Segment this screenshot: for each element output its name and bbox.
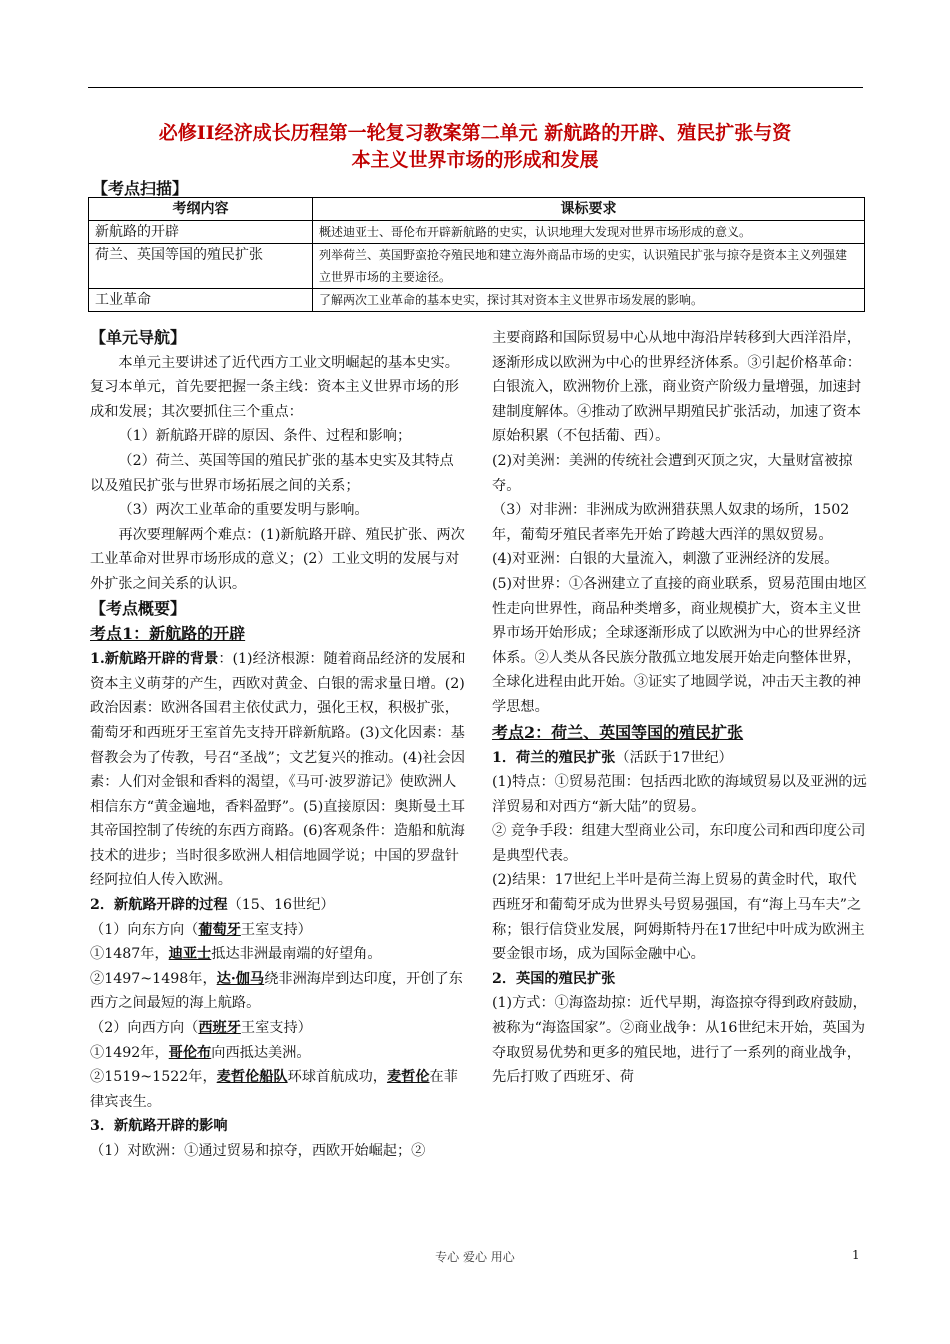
impact-europe-cont: 主要商路和国际贸易中心从地中海沿岸转移到大西洋沿岸，逐渐形成以欧洲为中心的世界经济体系。③引起价格革命：白银流入，欧洲物价上涨，商业资产阶级力量增强，加速封建制度解体。④推动了欧洲早期殖民扩张活动，加速了资本原始积累（不包括葡、西）。 — [492, 330, 861, 445]
east-country: 葡萄牙 — [198, 921, 241, 938]
table-header-requirement: 课标要求 — [313, 198, 865, 221]
event-text: 绕非洲海岸到达印度，开创了东西方之间最短的海上航路。 — [90, 970, 463, 1012]
process-heading — [90, 893, 466, 918]
england-methods: (1)方式：①海盗劫掠：近代早期，海盗掠夺得到政府鼓励，被称为“海盗国家”。②商业战争：从16世纪末开始，英国为夺取贸易优势和更多的殖民地，进行了一系列的商业战争，先后打败了西班牙、荷 — [492, 995, 867, 1086]
west-label: （2）向西方向（ — [90, 1020, 199, 1037]
netherlands-period: （活跃于17世纪） — [615, 749, 733, 766]
east-direction — [90, 918, 466, 943]
impact-world: (5)对世界：①各洲建立了直接的商业联系，贸易范围由地区性走向世界性，商品种类增多，商业规模扩大，资本主义世界市场开始形成；全球逐渐形成了以欧洲为中心的世界经济体系。②人类从各民族分散孤立地发展开始走向整体世界，全球化进程由此开始。③证实了地圆学说，冲击天主教的神学思想。 — [492, 575, 867, 715]
table-header-topic: 考纲内容 — [89, 198, 313, 221]
east-tail: 王室支持） — [240, 921, 312, 938]
event-date: ①1492年， — [90, 1044, 169, 1061]
event-keyword: 麦哲伦船队 — [216, 1069, 288, 1086]
table-cell-requirement: 了解两次工业革命的基本史实，探讨其对资本主义世界市场发展的影响。 — [313, 289, 865, 312]
table-row — [89, 221, 865, 244]
netherlands-result: (2)结果：17世纪上半叶是荷兰海上贸易的黄金时代，取代西班牙和葡萄牙成为世界头号贸易强国，有“海上马车夫”之称；银行信贷业发展，阿姆斯特丹在17世纪中叶成为欧洲主要金银市场，成为国际金融中心。 — [492, 872, 865, 963]
title-line-2: 本主义世界市场的形成和发展 — [351, 149, 599, 171]
impact-america: (2)对美洲：美洲的传统社会遭到灭顶之灾，大量财富被掠夺。 — [492, 452, 853, 494]
event-keyword: 哥伦布 — [168, 1044, 212, 1061]
overview-heading: 【考点概要】 — [90, 598, 187, 618]
process-label: 2．新航路开辟的过程 — [90, 897, 228, 914]
netherlands-label: 1．荷兰的殖民扩张 — [492, 749, 616, 766]
netherlands-feature: (1)特点：①贸易范围：包括西北欧的海域贸易以及亚洲的远洋贸易和对西方“新大陆”的贸易。 — [492, 774, 867, 815]
table-cell-requirement: 列举荷兰、英国野蛮抢夺殖民地和建立海外商品市场的史实，认识殖民扩张与掠夺是资本主义列强建立世界市场的主要途径。 — [313, 244, 865, 289]
event-keyword: 迪亚士 — [168, 946, 212, 963]
table-cell-topic: 新航路的开辟 — [89, 221, 313, 244]
process-period: （15、16世纪） — [227, 897, 335, 914]
west-direction — [90, 1016, 466, 1041]
england-heading: 2．英国的殖民扩张 — [492, 970, 616, 987]
east-event-2 — [90, 967, 466, 1016]
west-country: 西班牙 — [198, 1020, 241, 1037]
key-point-1-heading: 考点1：新航路的开辟 — [90, 624, 246, 644]
event-date: ②1497~1498年， — [90, 970, 217, 987]
header-rule — [88, 87, 863, 88]
east-event-1 — [90, 942, 466, 967]
requirements-table — [88, 197, 865, 312]
event-keyword: 麦哲伦 — [386, 1069, 430, 1086]
table-cell-requirement: 概述迪亚士、哥伦布开辟新航路的史实，认识地理大发现对世界市场形成的意义。 — [313, 221, 865, 244]
document-title — [60, 120, 890, 174]
netherlands-heading — [492, 746, 868, 771]
west-tail: 王室支持） — [240, 1020, 312, 1037]
east-label: （1）向东方向（ — [90, 921, 199, 938]
impact-heading: 3．新航路开辟的影响 — [90, 1118, 228, 1135]
nav-point: （2）荷兰、英国等国的殖民扩张的基本史实及其特点以及殖民扩张与世界市场拓展之间的关系； — [90, 452, 454, 494]
event-text: 向西抵达美洲。 — [211, 1044, 311, 1061]
table-cell-topic: 荷兰、英国等国的殖民扩张 — [89, 244, 313, 289]
table-row — [89, 289, 865, 312]
event-text: 环球首航成功， — [287, 1069, 387, 1086]
event-keyword: 达·伽马 — [216, 970, 265, 987]
impact-asia: (4)对亚洲：白银的大量流入，刺激了亚洲经济的发展。 — [492, 551, 839, 568]
event-date: ②1519~1522年， — [90, 1069, 217, 1086]
west-event-2 — [90, 1065, 466, 1114]
page-number: 1 — [852, 1248, 860, 1262]
event-date: ①1487年， — [90, 946, 169, 963]
event-text: 抵达非洲最南端的好望角。 — [211, 946, 382, 963]
nav-point: （1）新航路开辟的原因、条件、过程和影响； — [118, 428, 412, 445]
nav-heading: 【单元导航】 — [90, 328, 187, 347]
nav-paragraph: 本单元主要讲述了近代西方工业文明崛起的基本史实。复习本单元，首先要把握一条主线：资本主义世界市场的形成和发展；其次要抓住三个重点： — [90, 354, 459, 420]
background-paragraph — [90, 647, 466, 893]
netherlands-competition: ② 竞争手段：组建大型商业公司，东印度公司和西印度公司是典型代表。 — [492, 823, 866, 864]
background-label: 1.新航路开辟的背景 — [90, 651, 219, 668]
title-line-1: 必修II经济成长历程第一轮复习教案第二单元 新航路的开辟、殖民扩张与资 — [158, 122, 792, 144]
right-column — [492, 326, 868, 1090]
key-point-2-heading: 考点2：荷兰、英国等国的殖民扩张 — [492, 722, 744, 742]
impact-europe: （1）对欧洲：①通过贸易和掠夺，西欧开始崛起；② — [90, 1143, 426, 1159]
left-column — [90, 326, 466, 1164]
scan-heading: 【考点扫描】 — [92, 179, 189, 198]
table-header-row — [89, 198, 865, 221]
nav-point: （3）两次工业革命的重要发明与影响。 — [118, 502, 369, 519]
west-event-1 — [90, 1041, 466, 1066]
impact-africa: （3）对非洲：非洲成为欧洲猎获黑人奴隶的场所，1502年，葡萄牙殖民者率先开始了跨越大西洋的黑奴贸易。 — [492, 502, 850, 543]
table-row — [89, 244, 865, 289]
nav-paragraph: 再次要理解两个难点：(1)新航路开辟、殖民扩张、两次工业革命对世界市场形成的意义；(2）工业文明的发展与对外扩张之间关系的认识。 — [90, 526, 465, 592]
event-text: 在菲律宾丧生。 — [90, 1069, 458, 1110]
page-footer: 专心 爱心 用心 — [435, 1250, 515, 1264]
table-cell-topic: 工业革命 — [89, 289, 313, 312]
background-text: ：(1)经济根源：随着商品经济的发展和资本主义萌芽的产生，西欧对黄金、白银的需求量日增。(2)政治因素：欧洲各国君主依仗武力，强化王权，积极扩张，葡萄牙和西班牙王室首先支持开辟新航路。(3)文化因素：基督教会为了传教，号召“圣战”；文艺复兴的推动。(4)社会因素：人们对金银和香料的渴望，《马可·波罗游记》使欧洲人相信东方“黄金遍地，香料盈野”。(5)直接原因：奥斯曼土耳其帝国控制了传统的东西方商路。(6)客观条件：造船和航海技术的进步；当时很多欧洲人相信地圆学说；中国的罗盘针经阿拉伯人传入欧洲。 — [90, 651, 466, 889]
